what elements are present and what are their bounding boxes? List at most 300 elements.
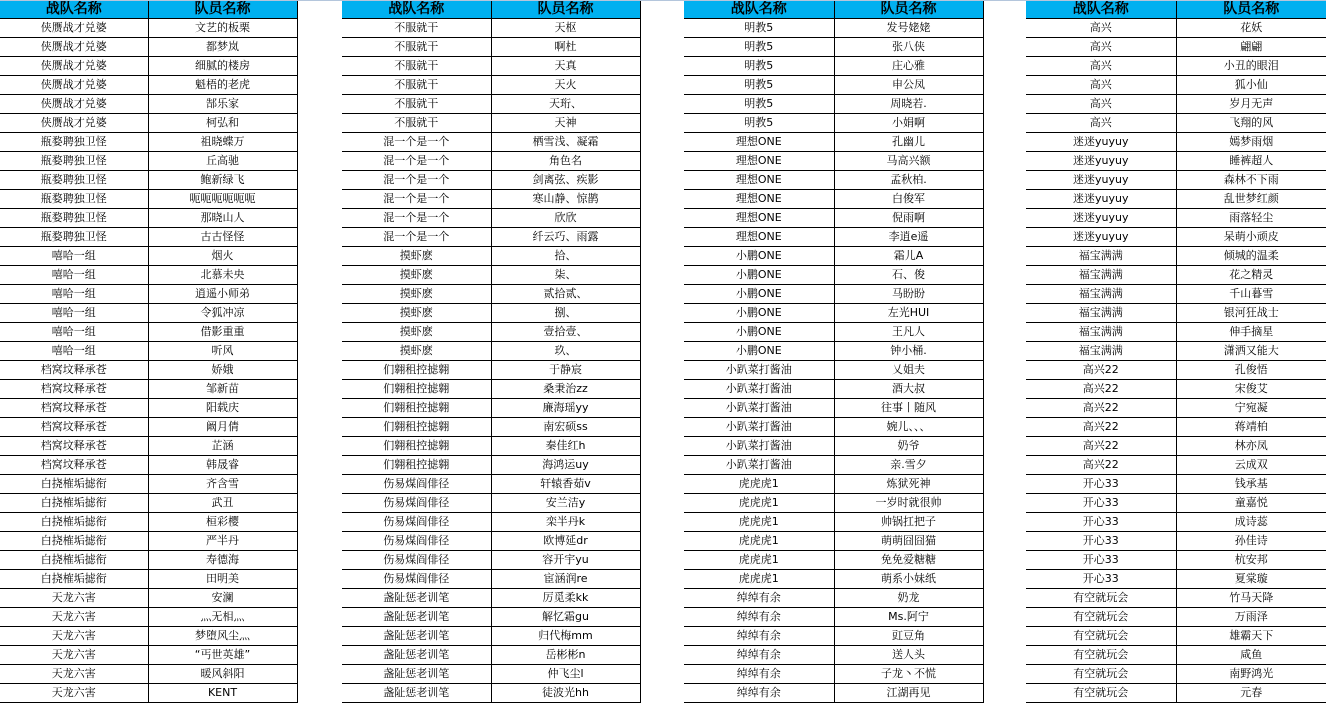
team-name-cell[interactable]: 不服就干	[342, 95, 491, 114]
member-name-cell[interactable]: 寿德海	[148, 551, 297, 570]
team-name-cell[interactable]: 们翱租控摅翱	[342, 418, 491, 437]
member-name-cell[interactable]: 睡裤超人	[1176, 152, 1326, 171]
member-name-cell[interactable]: 暖风斜阳	[148, 665, 297, 684]
table-row	[684, 304, 983, 323]
member-name-cell[interactable]: 千山暮雪	[1176, 285, 1326, 304]
member-name-cell[interactable]: 桓彩樱	[148, 513, 297, 532]
member-name-cell[interactable]: 欧博延dr	[491, 532, 640, 551]
member-name-cell[interactable]: 孔俊悟	[1176, 361, 1326, 380]
team-name-cell[interactable]: 不服就干	[342, 76, 491, 95]
member-name-cell[interactable]: 倪雨啊	[834, 209, 983, 228]
team-name-cell[interactable]: 盏阯惩老训笔	[342, 665, 491, 684]
team-name-cell[interactable]: 明教5	[684, 114, 834, 133]
member-name-cell[interactable]: 倾城的温柔	[1176, 247, 1326, 266]
team-name-cell[interactable]: 有空就玩会	[1026, 665, 1176, 684]
team-name-cell[interactable]: 盏阯惩老训笔	[342, 646, 491, 665]
header-member-name[interactable]: 队员名称	[1176, 1, 1326, 19]
team-name-cell[interactable]: 明教5	[684, 57, 834, 76]
member-name-cell[interactable]: 一岁时就很帅	[834, 494, 983, 513]
team-name-cell[interactable]: 开心33	[1026, 532, 1176, 551]
team-name-cell[interactable]: 小趴菜打酱油	[684, 399, 834, 418]
member-name-cell[interactable]: 祖晓蝶万	[148, 133, 297, 152]
member-name-cell[interactable]: 芷涵	[148, 437, 297, 456]
team-name-cell[interactable]: 嘻哈一组	[0, 247, 148, 266]
team-name-cell[interactable]: 白挠榷垢摅衔	[0, 494, 148, 513]
team-name-cell[interactable]: 迷迷yuyuy	[1026, 228, 1176, 247]
member-name-cell[interactable]: 贰拾贰、	[491, 285, 640, 304]
team-name-cell[interactable]: 伤易煤阎俳径	[342, 494, 491, 513]
team-name-cell[interactable]: 档窝坟释承苍	[0, 399, 148, 418]
member-name-cell[interactable]: 炼狱死神	[834, 475, 983, 494]
member-name-cell[interactable]: 发号姥姥	[834, 19, 983, 38]
member-name-cell[interactable]: 韩晟睿	[148, 456, 297, 475]
member-name-cell[interactable]: 奶龙	[834, 589, 983, 608]
team-name-cell[interactable]: 混一个是一个	[342, 152, 491, 171]
member-name-cell[interactable]: 魁梧的老虎	[148, 76, 297, 95]
member-name-cell[interactable]: 邹新苗	[148, 380, 297, 399]
member-name-cell[interactable]: 阚月倩	[148, 418, 297, 437]
member-name-cell[interactable]: 成诗蕊	[1176, 513, 1326, 532]
team-name-cell[interactable]: 不服就干	[342, 57, 491, 76]
team-name-cell[interactable]: 混一个是一个	[342, 209, 491, 228]
team-name-cell[interactable]: 天龙六害	[0, 684, 148, 703]
member-name-cell[interactable]: 豇豆角	[834, 627, 983, 646]
team-name-cell[interactable]: 虎虎虎1	[684, 532, 834, 551]
team-name-cell[interactable]: 们翱租控摅翱	[342, 380, 491, 399]
member-name-cell[interactable]: 森林不下雨	[1176, 171, 1326, 190]
member-name-cell[interactable]: 壹拾壹、	[491, 323, 640, 342]
team-name-cell[interactable]: 天龙六害	[0, 627, 148, 646]
member-name-cell[interactable]: 钟小桶.	[834, 342, 983, 361]
member-name-cell[interactable]: 阳载庆	[148, 399, 297, 418]
member-name-cell[interactable]: 潇洒又能大	[1176, 342, 1326, 361]
team-name-cell[interactable]: 嘻哈一组	[0, 285, 148, 304]
team-name-cell[interactable]: 开心33	[1026, 570, 1176, 589]
member-name-cell[interactable]: 林亦凤	[1176, 437, 1326, 456]
member-name-cell[interactable]: 安兰洁y	[491, 494, 640, 513]
team-name-cell[interactable]: 理想ONE	[684, 190, 834, 209]
member-name-cell[interactable]: 文艺的板栗	[148, 19, 297, 38]
member-name-cell[interactable]: 乂姐夫	[834, 361, 983, 380]
member-name-cell[interactable]: 捌、	[491, 304, 640, 323]
member-name-cell[interactable]: 往事丨随风	[834, 399, 983, 418]
member-name-cell[interactable]: 细腻的楼房	[148, 57, 297, 76]
member-name-cell[interactable]: 王凡人	[834, 323, 983, 342]
team-name-cell[interactable]: 小趴菜打酱油	[684, 361, 834, 380]
member-name-cell[interactable]: 寒山静、惊鹊	[491, 190, 640, 209]
team-name-cell[interactable]: 理想ONE	[684, 228, 834, 247]
member-name-cell[interactable]: 孟秋柏.	[834, 171, 983, 190]
member-name-cell[interactable]: 听风	[148, 342, 297, 361]
member-name-cell[interactable]: 钱承基	[1176, 475, 1326, 494]
member-name-cell[interactable]: 桑秉治zz	[491, 380, 640, 399]
header-member-name[interactable]: 队员名称	[834, 1, 983, 19]
team-name-cell[interactable]: 理想ONE	[684, 133, 834, 152]
team-name-cell[interactable]: 盏阯惩老训笔	[342, 684, 491, 703]
member-name-cell[interactable]: 江湖再见	[834, 684, 983, 703]
team-name-cell[interactable]: 有空就玩会	[1026, 589, 1176, 608]
member-name-cell[interactable]: 小丑的眼泪	[1176, 57, 1326, 76]
team-name-cell[interactable]: 高兴22	[1026, 456, 1176, 475]
team-name-cell[interactable]: 高兴22	[1026, 418, 1176, 437]
team-name-cell[interactable]: 有空就玩会	[1026, 608, 1176, 627]
team-name-cell[interactable]: 迷迷yuyuy	[1026, 209, 1176, 228]
team-name-cell[interactable]: 不服就干	[342, 114, 491, 133]
team-name-cell[interactable]: 白挠榷垢摅衔	[0, 570, 148, 589]
member-name-cell[interactable]: 岁月无声	[1176, 95, 1326, 114]
member-name-cell[interactable]: 严半丹	[148, 532, 297, 551]
team-name-cell[interactable]: 不服就干	[342, 38, 491, 57]
header-team-name[interactable]: 战队名称	[684, 1, 834, 19]
team-name-cell[interactable]: 瓶婺聘独卫怪	[0, 228, 148, 247]
member-name-cell[interactable]: 容开宇yu	[491, 551, 640, 570]
member-name-cell[interactable]: 玖、	[491, 342, 640, 361]
team-name-cell[interactable]: 伤易煤阎俳径	[342, 475, 491, 494]
member-name-cell[interactable]: 都梦岚	[148, 38, 297, 57]
member-name-cell[interactable]: 酒大叔	[834, 380, 983, 399]
member-name-cell[interactable]: 归代梅mm	[491, 627, 640, 646]
team-name-cell[interactable]: 开心33	[1026, 494, 1176, 513]
team-name-cell[interactable]: 明教5	[684, 95, 834, 114]
team-name-cell[interactable]: 摸虾麽	[342, 285, 491, 304]
member-name-cell[interactable]: 银河狂战士	[1176, 304, 1326, 323]
member-name-cell[interactable]: 咸鱼	[1176, 646, 1326, 665]
team-name-cell[interactable]: 档窝坟释承苍	[0, 437, 148, 456]
team-name-cell[interactable]: 迷迷yuyuy	[1026, 133, 1176, 152]
team-name-cell[interactable]: 高兴22	[1026, 361, 1176, 380]
member-name-cell[interactable]: 张八侠	[834, 38, 983, 57]
member-name-cell[interactable]: 梦堕风尘灬	[148, 627, 297, 646]
team-name-cell[interactable]: 档窝坟释承苍	[0, 418, 148, 437]
member-name-cell[interactable]: 安澜	[148, 589, 297, 608]
member-name-cell[interactable]: 宦涵润re	[491, 570, 640, 589]
team-name-cell[interactable]: 小鹏ONE	[684, 266, 834, 285]
member-name-cell[interactable]: 夏棠璇	[1176, 570, 1326, 589]
team-name-cell[interactable]: 明教5	[684, 38, 834, 57]
member-name-cell[interactable]: 雄霸天下	[1176, 627, 1326, 646]
team-name-cell[interactable]: 伤易煤阎俳径	[342, 570, 491, 589]
member-name-cell[interactable]: 雨落轻尘	[1176, 209, 1326, 228]
member-name-cell[interactable]: 娇娥	[148, 361, 297, 380]
member-name-cell[interactable]: 送人头	[834, 646, 983, 665]
member-name-cell[interactable]: 烟火	[148, 247, 297, 266]
team-name-cell[interactable]: 开心33	[1026, 513, 1176, 532]
team-name-cell[interactable]: 侠赝战才兑婆	[0, 19, 148, 38]
member-name-cell[interactable]: 乱世梦红颜	[1176, 190, 1326, 209]
member-name-cell[interactable]: 轩辕香茹v	[491, 475, 640, 494]
member-name-cell[interactable]: 霜儿A	[834, 247, 983, 266]
team-name-cell[interactable]: 福宝满满	[1026, 247, 1176, 266]
team-name-cell[interactable]: 绰绰有余	[684, 589, 834, 608]
member-name-cell[interactable]: 童嘉悦	[1176, 494, 1326, 513]
member-name-cell[interactable]: 孔幽儿	[834, 133, 983, 152]
member-name-cell[interactable]: 萌系小妹纸	[834, 570, 983, 589]
team-name-cell[interactable]: 档窝坟释承苍	[0, 380, 148, 399]
team-name-cell[interactable]: 高兴	[1026, 38, 1176, 57]
team-name-cell[interactable]: 侠赝战才兑婆	[0, 95, 148, 114]
member-name-cell[interactable]: 申公凤	[834, 76, 983, 95]
team-name-cell[interactable]: 高兴22	[1026, 437, 1176, 456]
member-name-cell[interactable]: 柯弘和	[148, 114, 297, 133]
member-name-cell[interactable]: 翩翩	[1176, 38, 1326, 57]
team-name-cell[interactable]: 明教5	[684, 19, 834, 38]
team-name-cell[interactable]: 小鹏ONE	[684, 304, 834, 323]
team-name-cell[interactable]: 小趴菜打酱油	[684, 456, 834, 475]
team-name-cell[interactable]: 白挠榷垢摅衔	[0, 475, 148, 494]
member-name-cell[interactable]: 南宏硕ss	[491, 418, 640, 437]
team-name-cell[interactable]: 嘻哈一组	[0, 304, 148, 323]
member-name-cell[interactable]: 亲.雪夕	[834, 456, 983, 475]
team-name-cell[interactable]: 白挠榷垢摅衔	[0, 551, 148, 570]
team-name-cell[interactable]: 瓶婺聘独卫怪	[0, 190, 148, 209]
header-team-name[interactable]: 战队名称	[1026, 1, 1176, 19]
member-name-cell[interactable]: 蒋靖柏	[1176, 418, 1326, 437]
team-name-cell[interactable]: 侠赝战才兑婆	[0, 38, 148, 57]
team-name-cell[interactable]: 迷迷yuyuy	[1026, 190, 1176, 209]
member-name-cell[interactable]: 借影重重	[148, 323, 297, 342]
member-name-cell[interactable]: 飞翔的风	[1176, 114, 1326, 133]
team-name-cell[interactable]: 摸虾麽	[342, 247, 491, 266]
member-name-cell[interactable]: 栾半丹k	[491, 513, 640, 532]
team-name-cell[interactable]: 高兴22	[1026, 399, 1176, 418]
member-name-cell[interactable]: 马高兴额	[834, 152, 983, 171]
member-name-cell[interactable]: 石、俊	[834, 266, 983, 285]
member-name-cell[interactable]: 南野鸿光	[1176, 665, 1326, 684]
team-name-cell[interactable]: 迷迷yuyuy	[1026, 152, 1176, 171]
team-name-cell[interactable]: 混一个是一个	[342, 171, 491, 190]
team-name-cell[interactable]: 理想ONE	[684, 152, 834, 171]
team-name-cell[interactable]: 混一个是一个	[342, 228, 491, 247]
member-name-cell[interactable]: 伸手摘星	[1176, 323, 1326, 342]
team-name-cell[interactable]: 盏阯惩老训笔	[342, 608, 491, 627]
member-name-cell[interactable]: 婉儿、、、	[834, 418, 983, 437]
member-name-cell[interactable]: 嫣梦雨烟	[1176, 133, 1326, 152]
member-name-cell[interactable]: 萌萌囧囧猫	[834, 532, 983, 551]
member-name-cell[interactable]: 秦佳红h	[491, 437, 640, 456]
member-name-cell[interactable]: 柒、	[491, 266, 640, 285]
team-name-cell[interactable]: 小趴菜打酱油	[684, 380, 834, 399]
team-name-cell[interactable]: 侠赝战才兑婆	[0, 57, 148, 76]
team-name-cell[interactable]: 天龙六害	[0, 608, 148, 627]
team-name-cell[interactable]: 小鹏ONE	[684, 247, 834, 266]
member-name-cell[interactable]: 令狐冲凉	[148, 304, 297, 323]
member-name-cell[interactable]: 郜乐家	[148, 95, 297, 114]
team-name-cell[interactable]: 盏阯惩老训笔	[342, 627, 491, 646]
header-team-name[interactable]: 战队名称	[0, 1, 148, 19]
member-name-cell[interactable]: 海鸿运uy	[491, 456, 640, 475]
team-name-cell[interactable]: 绰绰有余	[684, 646, 834, 665]
team-name-cell[interactable]: 瓶婺聘独卫怪	[0, 171, 148, 190]
member-name-cell[interactable]: 啊杜	[491, 38, 640, 57]
team-name-cell[interactable]: 们翱租控摅翱	[342, 437, 491, 456]
member-name-cell[interactable]: 厉觅柔kk	[491, 589, 640, 608]
member-name-cell[interactable]: 栖雪浅、凝霜	[491, 133, 640, 152]
team-name-cell[interactable]: 嘻哈一组	[0, 266, 148, 285]
team-name-cell[interactable]: 开心33	[1026, 551, 1176, 570]
team-name-cell[interactable]: 伤易煤阎俳径	[342, 513, 491, 532]
member-name-cell[interactable]: 徒波光hh	[491, 684, 640, 703]
team-name-cell[interactable]: 有空就玩会	[1026, 684, 1176, 703]
member-name-cell[interactable]: 元春	[1176, 684, 1326, 703]
member-name-cell[interactable]: 竹马天降	[1176, 589, 1326, 608]
member-name-cell[interactable]: 奶爷	[834, 437, 983, 456]
member-name-cell[interactable]: 天枢	[491, 19, 640, 38]
member-name-cell[interactable]: 天火	[491, 76, 640, 95]
team-name-cell[interactable]: 瓶婺聘独卫怪	[0, 152, 148, 171]
team-name-cell[interactable]: 小鹏ONE	[684, 285, 834, 304]
member-name-cell[interactable]: 天真	[491, 57, 640, 76]
team-name-cell[interactable]: 绰绰有余	[684, 684, 834, 703]
member-name-cell[interactable]: 杭安邦	[1176, 551, 1326, 570]
member-name-cell[interactable]: 剑离弦、疾影	[491, 171, 640, 190]
team-name-cell[interactable]: 理想ONE	[684, 171, 834, 190]
team-name-cell[interactable]: 虎虎虎1	[684, 513, 834, 532]
team-name-cell[interactable]: 有空就玩会	[1026, 627, 1176, 646]
team-name-cell[interactable]: 福宝满满	[1026, 323, 1176, 342]
member-name-cell[interactable]: “丐世英雄”	[148, 646, 297, 665]
team-name-cell[interactable]: 高兴	[1026, 95, 1176, 114]
team-name-cell[interactable]: 理想ONE	[684, 209, 834, 228]
header-team-name[interactable]: 战队名称	[342, 1, 491, 19]
team-name-cell[interactable]: 绰绰有余	[684, 665, 834, 684]
team-name-cell[interactable]: 福宝满满	[1026, 266, 1176, 285]
team-name-cell[interactable]: 们翱租控摅翱	[342, 361, 491, 380]
member-name-cell[interactable]: 武丑	[148, 494, 297, 513]
team-name-cell[interactable]: 小鹏ONE	[684, 342, 834, 361]
table-row	[684, 152, 983, 171]
team-name-cell[interactable]: 档窝坟释承苍	[0, 456, 148, 475]
team-name-cell[interactable]: 高兴	[1026, 76, 1176, 95]
member-name-cell[interactable]: 丘高驰	[148, 152, 297, 171]
member-name-cell[interactable]: 孙佳诗	[1176, 532, 1326, 551]
team-name-cell[interactable]: 不服就干	[342, 19, 491, 38]
member-name-cell[interactable]: 宋俊艾	[1176, 380, 1326, 399]
member-name-cell[interactable]: 左光HUI	[834, 304, 983, 323]
team-name-cell[interactable]: 迷迷yuyuy	[1026, 171, 1176, 190]
team-name-cell[interactable]: 侠赝战才兑婆	[0, 76, 148, 95]
team-name-cell[interactable]: 小鹏ONE	[684, 323, 834, 342]
team-name-cell[interactable]: 明教5	[684, 76, 834, 95]
member-name-cell[interactable]: 花之精灵	[1176, 266, 1326, 285]
member-name-cell[interactable]: 那晓山人	[148, 209, 297, 228]
member-name-cell[interactable]: 李逍e遥	[834, 228, 983, 247]
member-name-cell[interactable]: 免免爱糖糖	[834, 551, 983, 570]
team-name-cell[interactable]: 们翱租控摅翱	[342, 399, 491, 418]
member-name-cell[interactable]: 云成双	[1176, 456, 1326, 475]
team-name-cell[interactable]: 混一个是一个	[342, 133, 491, 152]
member-name-cell[interactable]: 子龙丶不慌	[834, 665, 983, 684]
header-member-name[interactable]: 队员名称	[491, 1, 640, 19]
member-name-cell[interactable]: 帅锅扛把子	[834, 513, 983, 532]
header-member-name[interactable]: 队员名称	[148, 1, 297, 19]
member-name-cell[interactable]: 鲍新绿飞	[148, 171, 297, 190]
team-name-cell[interactable]: 摸虾麽	[342, 342, 491, 361]
member-name-cell[interactable]: 欣欣	[491, 209, 640, 228]
team-name-cell[interactable]: 绰绰有余	[684, 608, 834, 627]
member-name-cell[interactable]: 小娟啊	[834, 114, 983, 133]
member-name-cell[interactable]: KENT	[148, 684, 297, 703]
team-name-cell[interactable]: 天龙六害	[0, 665, 148, 684]
member-name-cell[interactable]: 北慕未央	[148, 266, 297, 285]
team-name-cell[interactable]: 混一个是一个	[342, 190, 491, 209]
member-name-cell[interactable]: 岳彬彬n	[491, 646, 640, 665]
member-name-cell[interactable]: 万雨泽	[1176, 608, 1326, 627]
team-name-cell[interactable]: 白挠榷垢摅衔	[0, 532, 148, 551]
team-name-cell[interactable]: 小趴菜打酱油	[684, 437, 834, 456]
team-name-cell[interactable]: 摸虾麽	[342, 304, 491, 323]
member-name-cell[interactable]: 周晓若.	[834, 95, 983, 114]
member-name-cell[interactable]: 拾、	[491, 247, 640, 266]
team-name-cell[interactable]: 盏阯惩老训笔	[342, 589, 491, 608]
member-name-cell[interactable]: 呃呃呃呃呃呃	[148, 190, 297, 209]
team-name-cell[interactable]: 伤易煤阎俳径	[342, 551, 491, 570]
member-name-cell[interactable]: 狐小仙	[1176, 76, 1326, 95]
member-name-cell[interactable]: 马盼盼	[834, 285, 983, 304]
team-name-cell[interactable]: 瓶婺聘独卫怪	[0, 133, 148, 152]
member-name-cell[interactable]: 白俊军	[834, 190, 983, 209]
team-name-cell[interactable]: 小趴菜打酱油	[684, 418, 834, 437]
member-name-cell[interactable]: 古古怪怪	[148, 228, 297, 247]
team-name-cell[interactable]: 们翱租控摅翱	[342, 456, 491, 475]
member-name-cell[interactable]: 仲飞尘l	[491, 665, 640, 684]
team-name-cell[interactable]: 虎虎虎1	[684, 570, 834, 589]
member-name-cell[interactable]: 齐含雪	[148, 475, 297, 494]
team-name-cell[interactable]: 侠赝战才兑婆	[0, 114, 148, 133]
team-name-cell[interactable]: 嘻哈一组	[0, 323, 148, 342]
member-name-cell[interactable]: 天神	[491, 114, 640, 133]
team-name-cell[interactable]: 档窝坟释承苍	[0, 361, 148, 380]
team-name-cell[interactable]: 高兴	[1026, 114, 1176, 133]
team-name-cell[interactable]: 开心33	[1026, 475, 1176, 494]
member-name-cell[interactable]: 宁宛凝	[1176, 399, 1326, 418]
member-name-cell[interactable]: 灬无相灬	[148, 608, 297, 627]
table-row	[1026, 266, 1326, 285]
member-name-cell[interactable]: 呆萌小顽皮	[1176, 228, 1326, 247]
member-name-cell[interactable]: 天珩、	[491, 95, 640, 114]
member-name-cell[interactable]: 花妖	[1176, 19, 1326, 38]
team-name-cell[interactable]: 嘻哈一组	[0, 342, 148, 361]
member-name-cell[interactable]: 纤云巧、雨露	[491, 228, 640, 247]
member-name-cell[interactable]: 解忆霜gu	[491, 608, 640, 627]
team-name-cell[interactable]: 摸虾麽	[342, 266, 491, 285]
team-name-cell[interactable]: 天龙六害	[0, 646, 148, 665]
table-row	[0, 285, 297, 304]
member-name-cell[interactable]: 逍遥小师弟	[148, 285, 297, 304]
team-name-cell[interactable]: 虎虎虎1	[684, 551, 834, 570]
team-name-cell[interactable]: 虎虎虎1	[684, 494, 834, 513]
member-name-cell[interactable]: 角色名	[491, 152, 640, 171]
team-name-cell[interactable]: 有空就玩会	[1026, 646, 1176, 665]
team-name-cell[interactable]: 天龙六害	[0, 589, 148, 608]
team-name-cell[interactable]: 福宝满满	[1026, 285, 1176, 304]
member-name-cell[interactable]: 廉海瑶yy	[491, 399, 640, 418]
member-name-cell[interactable]: Ms.阿宁	[834, 608, 983, 627]
team-name-cell[interactable]: 伤易煤阎俳径	[342, 532, 491, 551]
team-name-cell[interactable]: 高兴	[1026, 19, 1176, 38]
team-name-cell[interactable]: 虎虎虎1	[684, 475, 834, 494]
team-name-cell[interactable]: 高兴	[1026, 57, 1176, 76]
member-name-cell[interactable]: 于静宸	[491, 361, 640, 380]
team-name-cell[interactable]: 福宝满满	[1026, 342, 1176, 361]
member-name-cell[interactable]: 庄心雅	[834, 57, 983, 76]
team-name-cell[interactable]: 摸虾麽	[342, 323, 491, 342]
team-name-cell[interactable]: 瓶婺聘独卫怪	[0, 209, 148, 228]
team-name-cell[interactable]: 绰绰有余	[684, 627, 834, 646]
member-name-cell[interactable]: 田明美	[148, 570, 297, 589]
team-name-cell[interactable]: 高兴22	[1026, 380, 1176, 399]
team-name-cell[interactable]: 福宝满满	[1026, 304, 1176, 323]
team-name-cell[interactable]: 白挠榷垢摅衔	[0, 513, 148, 532]
